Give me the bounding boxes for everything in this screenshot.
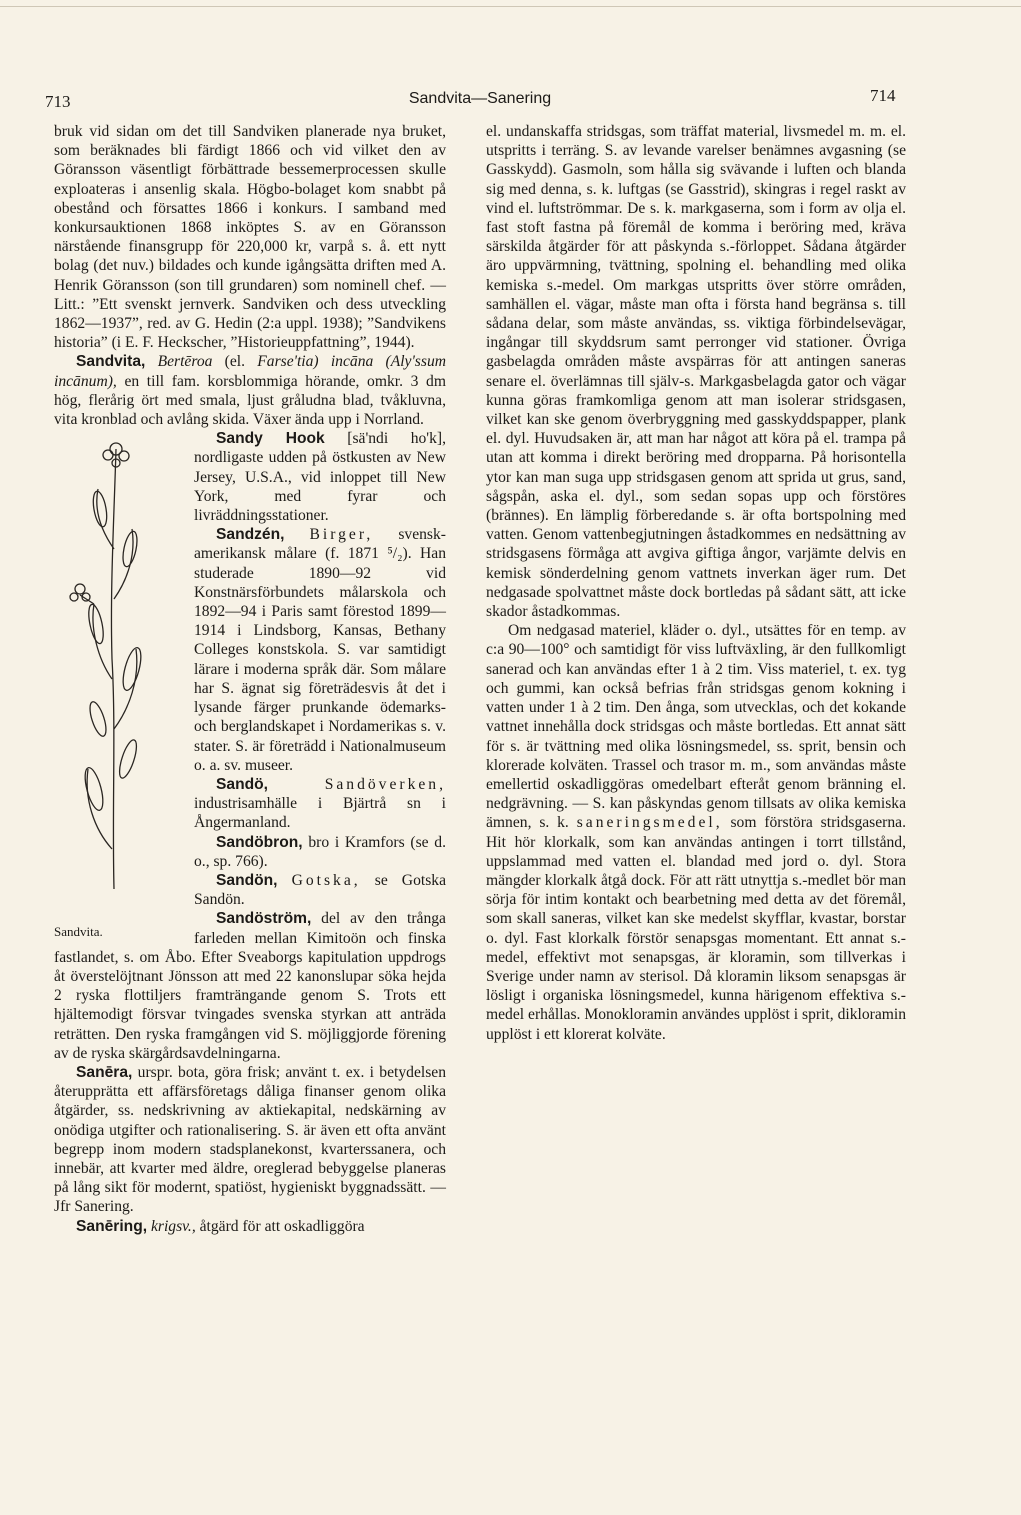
- sandzen-text: svensk-amerikansk målare (f. 1871 ⁵/₂). Han studerade 1890—92 vid Konstnärsförbundets målarskola och 1892—94 i Paris samt förestod 1899—1914 i Lindsborg, Kansas, Bethany Colleges konstskola. S. var samtidigt lärare i moderna språk där. Som målare har S. ägnat sig företrädesvis åt det i lysande färger prunkande ödemarks- och berglandskapet i Nordamerikas s. v. stater. S. är företrädd i Nationalmuseum o. a. sv. museer.: [194, 526, 446, 774]
- figure-caption: Sandvita.: [54, 924, 103, 940]
- entry-sanering-continued: el. undanskaffa stridsgas, som träffat material, livsmedel m. m. el. utspritts i terräng. S. av levande varelser benämnes avgasning (se Gasskydd). Gasmoln, som hålla sig svävande i luften och blanda sig med denna, s. k. luftgas (se Gasstrid), skingras i regel raskt av vind el. luftströmmar. De s. k. markgaserna, som i form av olja el. fast stoft fastna på föremål de komma i beröring med, kräva särskilda åtgärder för att påskynda s.-förloppet. Sådana åtgärder äro uppvärmning, tvättning, spolning el. behandling med olika kemiska s.-medel. Om markgas utspritts över större områden, samhällen el. vägar, måste man ofta i första hand begränsa s. till sådana delar, som måste användas, ss. viktiga förbindelsevägar, ingångar till skyddsrum samt perronger vid stationer. Övriga gasbelagda områden måste avspärras för att antingen saneras senare el. överlämnas till själv-s. Markgasbelagda gator och vägar kunna göras framkomliga genom att man isolerar stridsgasen, vilket kan ske genom överbryggning med gasskyddspapper, plank el. dyl. Huvudsaken är, att man har något att köra på el. trampa på utan att komma i direkt beröring med dropparna. På horisontella ytor kan man suga upp stridsgasen genom att sprida ut grus, sand, sågspån, aska el. dyl., som sedan sopas upp och förstöres (brännes). En lämplig förberedande s. är ofta bortspolning med vatten. Genom vattenbegjutningen åstadkommes en nedsättning av stridsgasens förmåga att avgiva giftiga ångor, varjämte delvis en kemisk sönderdelning genom vattnets inverkan äger rum. Det nedgasade spolvattnet måste dock bortledas på sådant sätt, att icke skador åstadkommas.: [486, 123, 906, 621]
- headword-sandvita: Sandvita,: [76, 353, 146, 371]
- top-border-line: [0, 6, 1021, 7]
- right-column: [486, 122, 906, 1044]
- sando-text: industrisamhälle i Bjärtrå sn i Ångermanland.: [194, 795, 446, 832]
- sanera-text: urspr. bota, göra frisk; använt t. ex. i betydelsen återupprätta ett affärsföretags dåliga finanser genom olika åtgärder, ss. nedskrivning av aktiekapital, nedskärning av onödiga utgifter och rationalisering. S. är även ett ofta använt begrepp inom modern stadsplanekonst, kvarterssanera, och innebär, att kvarter med äldre, oreglerad bebyggelse planeras på lång sikt för modernt, spatiöst, hygieniskt byggnadssätt. — Jfr Sanering.: [54, 1063, 446, 1216]
- sandostrom-text: del av den trånga farleden mellan Kimitoön och finska fastlandet, s. om Åbo. Efter Sveaborgs kapitulation uppdrogs åt överstelöjtnant Jönsson att med 22 kanonslupar söka hejda 2 ryska flottiljers framträngande genom S. Trots ett hjältemodigt försvar tvingades svenska styrkan att anträda reträtten. Den ryska framgången vid S. möjliggjorde förening av de ryska skärgårdsavdelningarna.: [54, 910, 446, 1062]
- plant-illustration: [54, 429, 188, 941]
- headword-sanera: Sanēra,: [76, 1063, 133, 1081]
- headword-sando: Sandö,: [216, 775, 268, 793]
- headword-sandostrom: Sandöström,: [216, 910, 312, 928]
- sandzen-forename: Birger,: [309, 526, 374, 544]
- running-head: Sandvita—Sanering: [408, 90, 552, 107]
- sanering-field: krigsv.,: [150, 1217, 196, 1235]
- entry-sanering: [54, 1217, 446, 1236]
- sandy-hook-text: [sä'ndi ho'k], nordligaste udden på östkusten av New Jersey, U.S.A., vid inloppet till New York, med fyrar och livräddningsstationer.: [194, 430, 446, 525]
- page-number-right: 714: [870, 86, 896, 105]
- headword-sanering: Sanēring,: [76, 1217, 148, 1235]
- latin-name-2: Farse'tia) incāna (Aly'ssum incānum),: [54, 353, 447, 390]
- headword-sandon: Sandön,: [216, 871, 278, 889]
- headword-sandy-hook: Sandy Hook: [216, 430, 325, 448]
- page-number-left: 713: [45, 92, 71, 111]
- entry-sanera: [54, 1063, 446, 1217]
- sandon-text: se Gotska Sandön.: [194, 871, 446, 909]
- latin-name-1: Bertēroa: [157, 353, 213, 371]
- headword-sandobron: Sandöbron,: [216, 833, 303, 851]
- plant-drawing-icon: [54, 429, 174, 899]
- paragraph-2-text-a: Om nedgasad materiel, kläder o. dyl., utsättes för en temp. av c:a 90—100° och samtidigt för viss luftväxling, är den fullkomligt sanerad och kan användas efter 1 à 2 tim. Viss materiel, t. ex. tyg och gummi, kan också befrias från stridsgas genom kokning i vatten under 1 à 2 tim. Den ånga, som utvecklas, och det kokande vattnet innehålla dock stridsgas och måste bortledas. Ett annat sätt för s. är tvättning med olika lösningsmedel, ss. sprit, bensin och klorerade kolväten. Trassel och trasor m. m., som användas måste emellertid oskadliggöras omedelbart efteråt genom bränning el. nedgrävning. — S. kan påskyndas genom tillsats av olika kemiska ämnen, s. k.: [486, 622, 906, 832]
- saneringsmedel-spaced: saneringsmedel,: [576, 814, 723, 832]
- sandon-spaced: Gotska,: [291, 871, 361, 889]
- sandvita-text-2: en till fam. korsblommiga hörande, omkr. 3 dm hög, flerårig ört med smala, ljust gråludna blad, tvåkluvna, vita kronblad och avlång skida. Växer ända upp i Norrland.: [54, 372, 446, 429]
- left-column: [54, 122, 446, 1236]
- entry-sandvita: [54, 352, 446, 429]
- entry-sandviken-continued: bruk vid sidan om det till Sandviken planerade nya bruket, som beräknades bli färdigt 1866 och vid vilket den av Göransson väsentligt förbättrade bessemerprocessen skulle exploateras i ansenlig skala. Högbo-bolaget kom snabbt på obestånd och försattes 1866 i konkurs. I samband med konkursauktionen 1868 inköptes S. av en Göransson närstående finansgrupp för 220,000 kr, varpå s. å. ett nytt bolag (det nuv.) bildades och kunde igångsätta driften med A. Henrik Göransson (son till grundaren) som nominell chef. — Litt.: ”Ett svenskt jernverk. Sandviken och dess utveckling 1862—1937”, red. av G. Hedin (2:a uppl. 1938); ”Sandvikens historia” (i E. F. Heckscher, ”Historieuppfattning”, 1944).: [54, 123, 446, 352]
- sandobron-text: bro i Kramfors (se d. o., sp. 766).: [194, 833, 446, 870]
- sanering-text: åtgärd för att oskadliggöra: [199, 1217, 365, 1235]
- headword-sandzen: Sandzén,: [216, 526, 285, 544]
- paragraph-2-text-b: som förstöra stridsgaserna. Hit hör klorkalk, som kan användas antingen i torrt tillstånd, uppslammad med vatten el. blandad med jord o. dyl. Stora mängder klorkalk åtgå dock. För att rätt utnyttja s.-medlet bör man sörja för intim kontakt och bearbetning med detta av det föremål, som skall saneras, vilket kan ske medelst skyfflar, kvastar, borstar o. dyl. Fast klorkalk förstör senapsgas momentant. Ett annat s.-medel, effektivt mot senapsgas, är kloramin, som tillverkas i Sverige under namn av sterisol. Då kloramin liksom senapsgas är lösligt i organiska lösningsmedel, kunna härigenom effektiva s.-medel erhållas. Monokloramin användes upplöst i sprit, dikloramin upplöst i ett klorerat kolväte.: [486, 814, 906, 1043]
- sando-spaced: Sandöverken,: [324, 775, 446, 793]
- entry-sanering-paragraph-2: [486, 621, 906, 1043]
- sandvita-text-1: (el.: [224, 353, 246, 371]
